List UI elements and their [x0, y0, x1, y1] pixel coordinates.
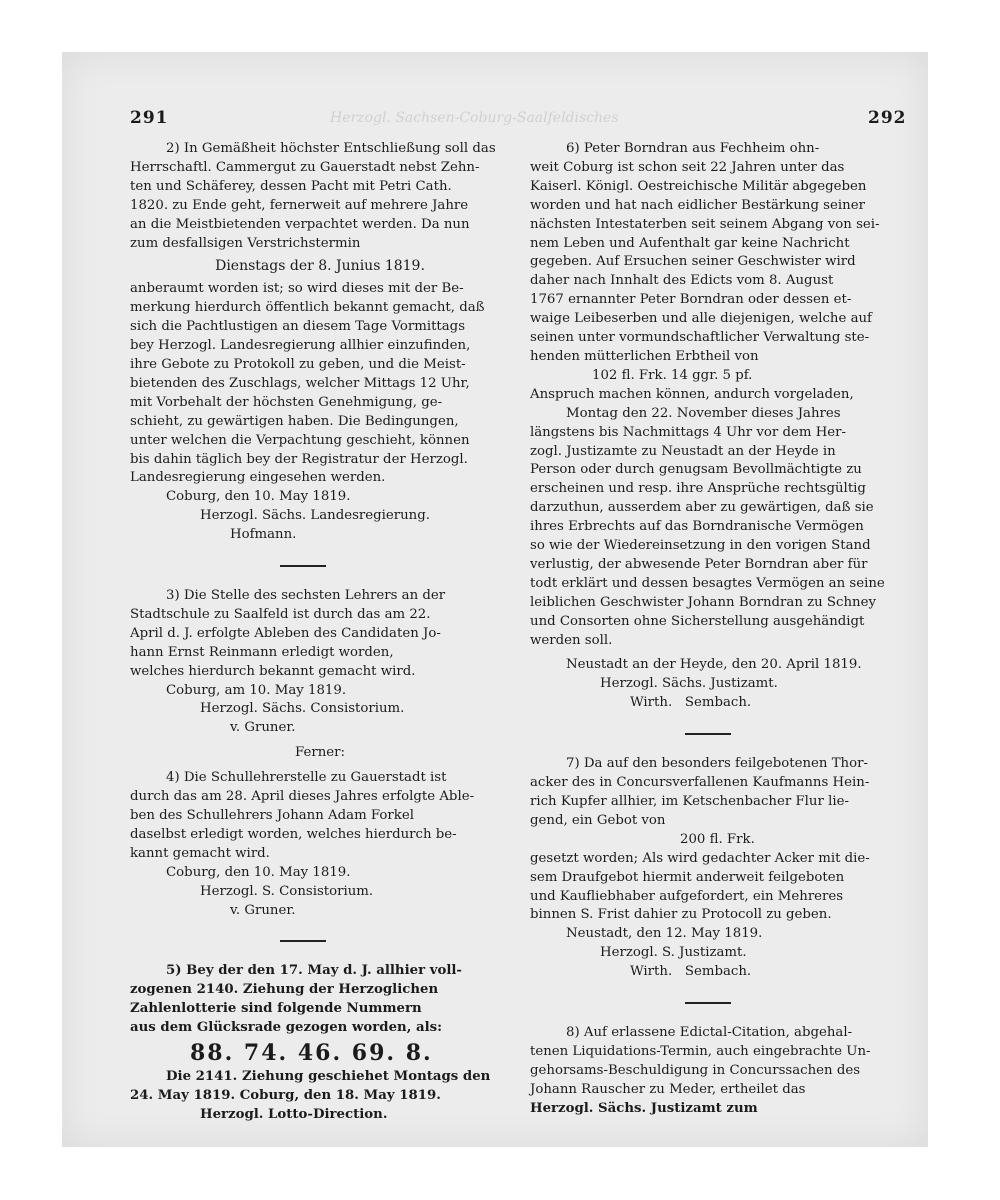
notice-line: Kaiserl. Königl. Oestreichische Militär abgegeben [530, 178, 867, 194]
notice-line: verlustig, der abwesende Peter Borndran aber für [530, 556, 868, 572]
notice-line: ben des Schullehrers Johann Adam Forkel [130, 808, 414, 823]
notice-line: gend, ein Gebot von [530, 812, 666, 828]
notice-line: werden soll. [530, 632, 613, 648]
notice-line: sich die Pachtlustigen an diesem Tage Vormittags [130, 319, 466, 335]
place-date: Coburg, den 10. May 1819. [166, 864, 351, 880]
notice-line: bey Herzogl. Landesregierung allhier einzufinden, [130, 338, 471, 354]
notice-4 [130, 769, 510, 920]
signature-name: Hofmann. [230, 527, 297, 543]
notice-line: sem Draufgebot hiermit anderweit feilgeboten [530, 869, 845, 885]
notice-3 [130, 587, 510, 763]
notice-line: bietenden des Zuschlags, welcher Mittags 12 Uhr, [130, 375, 470, 391]
page-number-right: 292 [868, 108, 907, 128]
notice-line: Montag den 22. November dieses Jahres [566, 405, 841, 421]
lottery-numbers: 88. 74. 46. 69. 8. [190, 1040, 433, 1067]
notice-6 [530, 140, 910, 713]
notice-line: ihres Erbrechts auf das Borndranische Vermögen [530, 519, 864, 535]
notice-line: tenen Liquidations-Termin, auch eingebrachte Un- [530, 1043, 871, 1059]
notice-line: anberaumt worden ist; so wird dieses mit der Be- [130, 281, 464, 297]
notice-line: und Kaufliebhaber aufgefordert, ein Mehreres [530, 888, 844, 904]
notice-line: waige Leibeserben und alle diejenigen, welche auf [530, 311, 872, 327]
signature-name: Wirth. Sembach. [630, 964, 752, 980]
signature-authority: Herzogl. Sächs. Consistorium. [200, 701, 405, 717]
notice-line: daher nach Innhalt des Edicts vom 8. August [530, 273, 834, 289]
notice-line: aus dem Glücksrade gezogen worden, als: [130, 1020, 443, 1036]
notice-line: Die 2141. Ziehung geschiehet Montags den [166, 1069, 491, 1085]
notice-line: 4) Die Schullehrerstelle zu Gauerstadt ist [166, 770, 447, 786]
notice-line: hann Ernst Reinmann erledigt worden, [130, 644, 394, 660]
notice-line: Landesregierung eingesehen werden. [130, 470, 386, 486]
notice-line: durch das am 28. April dieses Jahres erfolgte Able- [130, 789, 475, 805]
notice-line: weit Coburg ist schon seit 22 Jahren unter das [530, 159, 845, 175]
notice-line: leiblichen Geschwister Johann Borndran zu Schney [530, 594, 876, 610]
notice-line: Person oder durch genugsam Bevollmächtigte zu [530, 462, 862, 478]
notice-line: Herzogl. Sächs. Justizamt zum [530, 1100, 758, 1116]
notice-7 [530, 755, 910, 982]
notice-line: erscheinen und resp. ihre Ansprüche rechtsgültig [530, 481, 866, 497]
right-column [530, 140, 910, 1119]
place-date: Neustadt, den 12. May 1819. [566, 926, 763, 942]
notice-5 [130, 962, 510, 1124]
section-separator [280, 940, 326, 942]
section-separator [685, 1002, 731, 1004]
notice-line: daselbst erledigt worden, welches hierdurch be- [130, 826, 457, 842]
running-head: Herzogl. Sachsen-Coburg-Saalfeldisches [330, 110, 619, 126]
place-date: Neustadt an der Heyde, den 20. April 1819. [566, 657, 862, 673]
notice-line: henden mütterlichen Erbtheil von [530, 348, 759, 364]
notice-line: schieht, zu gewärtigen haben. Die Bedingungen, [130, 413, 459, 429]
signature-name: Wirth. Sembach. [630, 695, 752, 711]
notice-line: gegeben. Auf Ersuchen seiner Geschwister wird [530, 254, 856, 270]
notice-2 [130, 140, 510, 545]
notice-line: Anspruch machen können, andurch vorgeladen, [530, 386, 854, 402]
notice-line: April d. J. erfolgte Ableben des Candidaten Jo- [130, 625, 441, 641]
notice-line: nächsten Intestaterben seit seinem Abgang von sei- [530, 216, 880, 232]
notice-line: Herrschaftl. Cammergut zu Gauerstadt nebst Zehn- [130, 159, 480, 175]
notice-line: worden und hat nach eidlicher Bestärkung seiner [530, 197, 865, 213]
term-date: Dienstags der 8. Junius 1819. [215, 258, 425, 275]
signature-authority: Herzogl. S. Consistorium. [200, 883, 374, 899]
notice-line: zum desfallsigen Verstrichstermin [130, 235, 361, 251]
ferner-label: Ferner: [295, 745, 345, 761]
signature-name: v. Gruner. [230, 720, 296, 736]
notice-line: an die Meistbietenden verpachtet werden. Da nun [130, 216, 470, 232]
notice-line: zogenen 2140. Ziehung der Herzoglichen [130, 982, 439, 998]
notice-line: zogl. Justizamte zu Neustadt an der Heyde in [530, 443, 836, 459]
notice-line: gesetzt worden; Als wird gedachter Acker mit die- [530, 850, 870, 866]
notice-line: 24. May 1819. Coburg, den 18. May 1819. [130, 1087, 441, 1103]
section-separator [685, 733, 731, 735]
notice-line: Johann Rauscher zu Meder, ertheilet das [530, 1081, 806, 1097]
notice-line: kannt gemacht wird. [130, 845, 270, 861]
notice-line: todt erklärt und dessen besagtes Vermögen an seine [530, 575, 885, 591]
notice-line: 3) Die Stelle des sechsten Lehrers an der [166, 588, 446, 604]
signature-authority: Herzogl. Sächs. Justizamt. [600, 676, 778, 692]
notice-line: und Consorten ohne Sicherstellung ausgehändigt [530, 613, 865, 629]
notice-line: rich Kupfer allhier, im Ketschenbacher Flur lie- [530, 794, 849, 809]
notice-line: 6) Peter Borndran aus Fechheim ohn- [566, 141, 820, 156]
notice-line: welches hierdurch bekannt gemacht wird. [130, 663, 416, 679]
place-date: Coburg, den 10. May 1819. [166, 489, 351, 505]
notice-line: seinen unter vormundschaftlicher Verwaltung ste- [530, 330, 870, 346]
notice-line: bis dahin täglich bey der Registratur der Herzogl. [130, 451, 468, 467]
notice-line: 1820. zu Ende geht, fernerweit auf mehrere Jahre [130, 197, 469, 213]
notice-line: längstens bis Nachmittags 4 Uhr vor dem Her- [530, 424, 847, 440]
inheritance-amount: 102 fl. Frk. 14 ggr. 5 pf. [592, 367, 753, 383]
notice-line: ihre Gebote zu Protokoll zu geben, und die Meist- [130, 356, 466, 372]
signature-authority: Herzogl. S. Justizamt. [600, 945, 747, 961]
bid-amount: 200 fl. Frk. [680, 831, 755, 847]
page-number-left: 291 [130, 108, 169, 128]
section-separator [280, 565, 326, 567]
notice-line: 1767 ernannter Peter Borndran oder dessen et- [530, 292, 852, 308]
notice-line: gehorsams-Beschuldigung in Concurssachen des [530, 1062, 861, 1078]
notice-line: darzuthun, ausserdem aber zu gewärtigen, daß sie [530, 500, 874, 516]
place-date: Coburg, am 10. May 1819. [166, 682, 347, 698]
notice-8 [530, 1024, 910, 1119]
signature-name: v. Gruner. [230, 902, 296, 918]
notice-line: merkung hierdurch öffentlich bekannt gemacht, daß [130, 300, 485, 316]
notice-line: binnen S. Frist dahier zu Protocoll zu geben. [530, 907, 832, 923]
notice-line: 7) Da auf den besonders feilgebotenen Thor- [566, 756, 868, 772]
notice-line: 2) In Gemäßheit höchster Entschließung soll das [166, 141, 496, 156]
notice-line: mit Vorbehalt der höchsten Genehmigung, ge- [130, 394, 443, 410]
notice-line: 8) Auf erlassene Edictal-Citation, abgehal- [566, 1025, 853, 1041]
notice-line: ten und Schäferey, dessen Pacht mit Petri Cath. [130, 178, 452, 194]
notice-line: nem Leben und Aufenthalt gar keine Nachricht [530, 235, 850, 251]
notice-line: Stadtschule zu Saalfeld ist durch das am 22. [130, 606, 431, 622]
signature-authority: Herzogl. Lotto-Direction. [200, 1106, 388, 1122]
left-column [130, 140, 510, 1125]
notice-line: 5) Bey der den 17. May d. J. allhier voll- [166, 963, 462, 979]
notice-line: Zahlenlotterie sind folgende Nummern [130, 1001, 422, 1017]
notice-line: so wie der Wiedereinsetzung in den vorigen Stand [530, 538, 871, 554]
notice-line: acker des in Concursverfallenen Kaufmanns Hein- [530, 775, 870, 791]
notice-line: unter welchen die Verpachtung geschieht, können [130, 432, 470, 448]
signature-authority: Herzogl. Sächs. Landesregierung. [200, 508, 430, 524]
